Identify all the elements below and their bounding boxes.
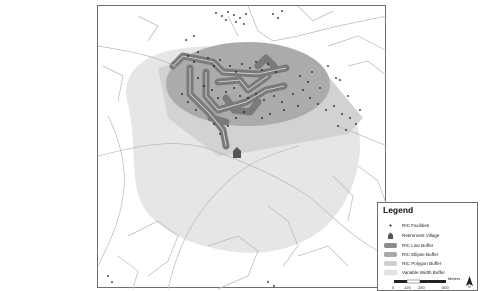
- ellipse-buffer-swatch: [384, 251, 397, 258]
- facility-point: [233, 14, 235, 16]
- facility-point: [243, 111, 245, 113]
- facility-point: [297, 105, 299, 107]
- facility-point: [277, 17, 279, 19]
- facility-point: [319, 87, 321, 89]
- legend-label: Variable Width Buffer: [402, 270, 445, 275]
- facility-point: [249, 67, 251, 69]
- facility-point: [239, 95, 241, 97]
- facility-point: [269, 113, 271, 115]
- facility-point: [241, 63, 243, 65]
- scale-tick: 0: [392, 285, 395, 290]
- facility-point: [229, 65, 231, 67]
- facility-point: [261, 117, 263, 119]
- facility-point: [275, 71, 277, 73]
- facility-point: [302, 89, 304, 91]
- facility-point: [213, 123, 215, 125]
- facility-point: [347, 95, 349, 97]
- scale-tick: 125: [404, 285, 411, 290]
- facility-point: [217, 97, 219, 99]
- scale-tick: 500: [442, 285, 449, 290]
- facility-point: [261, 69, 263, 71]
- legend-item-ric-facilities: [378, 221, 477, 231]
- facility-point: [359, 109, 361, 111]
- facility-point: [272, 13, 274, 15]
- facility-point: [255, 61, 257, 63]
- facility-point: [235, 117, 237, 119]
- facility-point: [333, 105, 335, 107]
- facility-point: [225, 19, 227, 21]
- facility-point: [263, 99, 265, 101]
- facility-point: [233, 87, 235, 89]
- facility-point: [235, 71, 237, 73]
- legend-label: RIC Ellipse Buffer: [402, 252, 439, 257]
- facility-point: [267, 63, 269, 65]
- facility-point: [327, 65, 329, 67]
- facility-point: [187, 55, 189, 57]
- facility-point: [215, 12, 217, 14]
- facility-point: [207, 57, 209, 59]
- facility-point: [307, 81, 309, 83]
- facility-point: [219, 59, 221, 61]
- facility-point: [111, 281, 113, 283]
- map-frame: [97, 5, 471, 290]
- facility-point: [283, 109, 285, 111]
- legend-panel: [377, 202, 478, 291]
- legend-item-retirement-village: [378, 231, 477, 241]
- facility-point: [187, 101, 189, 103]
- facility-point: [281, 10, 283, 12]
- scale-tick: 250: [418, 285, 425, 290]
- legend-label: RIC Facilities: [402, 223, 430, 228]
- legend-label: RIC Polygon Buffer: [402, 261, 442, 266]
- facility-point: [245, 13, 247, 15]
- facility-point: [317, 103, 319, 105]
- house-icon: [384, 232, 397, 239]
- facility-point: [255, 93, 257, 95]
- facility-point: [349, 117, 351, 119]
- facility-point: [227, 125, 229, 127]
- facility-point: [193, 61, 195, 63]
- facility-point: [107, 275, 109, 277]
- facility-point: [213, 65, 215, 67]
- variable-buffer-swatch: [384, 269, 397, 276]
- facility-point: [311, 71, 313, 73]
- line-buffer-swatch: [384, 242, 397, 249]
- facility-point: [299, 75, 301, 77]
- facility-point: [335, 77, 337, 79]
- facility-point: [193, 35, 195, 37]
- north-label: N: [468, 285, 471, 289]
- facility-point: [309, 97, 311, 99]
- dot-icon: [384, 222, 397, 229]
- facility-point: [197, 77, 199, 79]
- facility-point: [273, 285, 275, 287]
- facility-point: [355, 123, 357, 125]
- facility-point: [197, 51, 199, 53]
- facility-point: [225, 91, 227, 93]
- facility-point: [247, 97, 249, 99]
- map-canvas: [98, 6, 387, 289]
- facility-point: [219, 133, 221, 135]
- legend-label: Retirement Village: [402, 233, 440, 238]
- scale-unit: Meters: [448, 276, 461, 281]
- facility-point: [273, 95, 275, 97]
- facility-point: [195, 109, 197, 111]
- legend-title: Legend: [383, 205, 414, 215]
- facility-point: [185, 39, 187, 41]
- facility-point: [243, 23, 245, 25]
- north-arrow-icon: [465, 276, 474, 288]
- facility-point: [345, 129, 347, 131]
- legend-label: RIC Line Buffer: [402, 243, 434, 248]
- facility-point: [325, 109, 327, 111]
- facility-point: [203, 85, 205, 87]
- facility-point: [221, 15, 223, 17]
- facility-point: [337, 125, 339, 127]
- polygon-buffer-swatch: [384, 260, 397, 267]
- facility-point: [281, 101, 283, 103]
- facility-point: [227, 11, 229, 13]
- facility-point: [239, 17, 241, 19]
- facility-point: [181, 93, 183, 95]
- facility-point: [341, 113, 343, 115]
- facility-point: [267, 281, 269, 283]
- facility-point: [292, 93, 294, 95]
- facility-point: [339, 79, 341, 81]
- facility-point: [235, 21, 237, 23]
- facility-point: [211, 89, 213, 91]
